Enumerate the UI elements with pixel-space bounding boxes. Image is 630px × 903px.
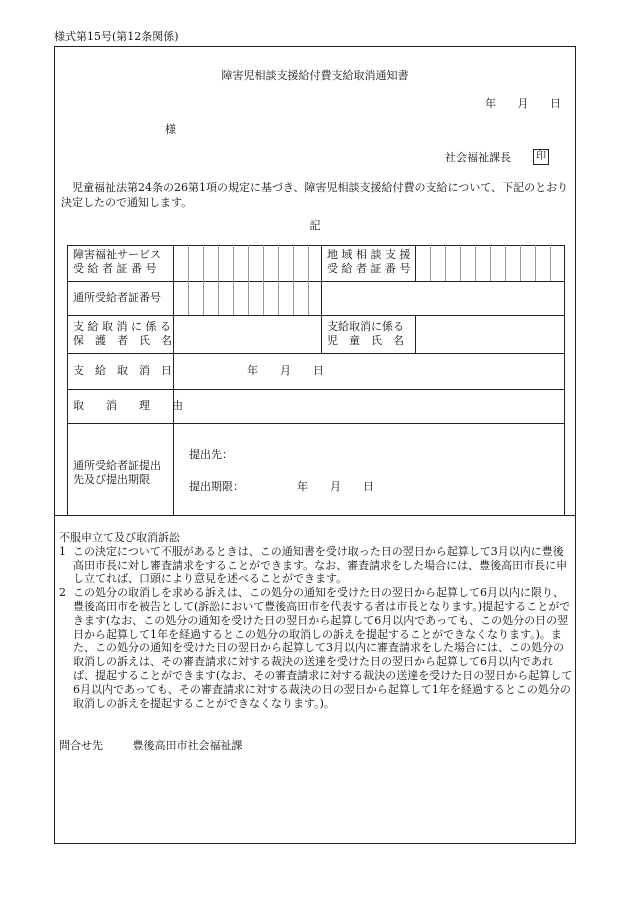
submission-label: 通所受給者証提出 先及び提出期限 [73, 459, 161, 486]
contact-label: 問合せ先 [59, 739, 103, 752]
objection-section [59, 531, 573, 710]
seal-mark: 印 [533, 149, 549, 165]
ki-heading: 記 [309, 219, 321, 232]
issue-date: 年 月 日 [485, 97, 561, 110]
deadline-value: 年 月 日 [297, 480, 374, 493]
recipient-cert-label: 障害福祉サービス 受 給 者 証 番 号 [73, 248, 161, 275]
regional-cert-label: 地 域 相 談 支 援 受 給 者 証 番 号 [327, 248, 411, 275]
deadline-label: 提出期限： [189, 480, 244, 493]
details-table [67, 245, 565, 515]
form-code: 様式第15号(第12条関係) [54, 30, 179, 43]
day-service-cert-label: 通所受給者証番号 [73, 291, 161, 304]
submit-to-label: 提出先： [189, 448, 233, 461]
objection-item: 1 この決定について不服があるときは、この通知書を受け取った日の翌日から起算して3月以内に豊後高田市長に対し審査請求をすることができます。なお、審査請求をした場合には、豊後高田市長に申し立てれば、口頭により意見を述べることができます。 [59, 544, 568, 586]
objection-item: 2 この処分の取消しを求める訴えは、この処分の通知を受けた日の翌日から起算して6月以内に限り、豊後高田市を被告として(訴訟において豊後高田市を代表する者は市長となります。)提起することができます(なお、この処分の通知を受けた日の翌日から起算して6月以内であっても、この処分の日の翌日から起算して1年を経過するとこの処分の取消しの訴えを提起することができなくなります。)。また、この処分の通知を受けた日の翌日から起算して3月以内に審査請求をした場合には、この処分の取消しの訴えは、その審査請求に対する裁決の送達を受けた日の翌日から起算して6月以内であれば、提起することができます(なお、その審査請求に対する裁決の送達を受けた日の翌日から起算して6月以内であっても、その審査請求に対する裁決の日の翌日から起算して1年を経過するとこの処分の取消しの訴えを提起することができなくなります。)。 [59, 586, 573, 710]
cancel-date-label: 支 給 取 消 日 [73, 364, 172, 377]
document-title: 障害児相談支援給付費支給取消通知書 [221, 69, 409, 82]
reason-label: 取 消 理 由 [73, 399, 183, 412]
contact-line [59, 739, 243, 753]
issuer-title: 社会福祉課長 [445, 151, 511, 164]
addressee: 様 [165, 123, 176, 136]
document-frame [54, 46, 576, 844]
child-name-label: 支給取消に係る 児 童 氏 名 [327, 320, 404, 347]
guardian-name-label: 支 給 取 消 に 係 る 保 護 者 氏 名 [73, 320, 172, 347]
notice-body: 児童福祉法第24条の26第1項の規定に基づき、障害児相談支援給付費の支給について、下記のとおり決定したので通知します。 [61, 181, 569, 209]
contact-value: 豊後高田市社会福祉課 [132, 739, 243, 752]
objection-title: 不服申立て及び取消訴訟 [59, 531, 180, 544]
cancel-date-value: 年 月 日 [247, 364, 324, 377]
